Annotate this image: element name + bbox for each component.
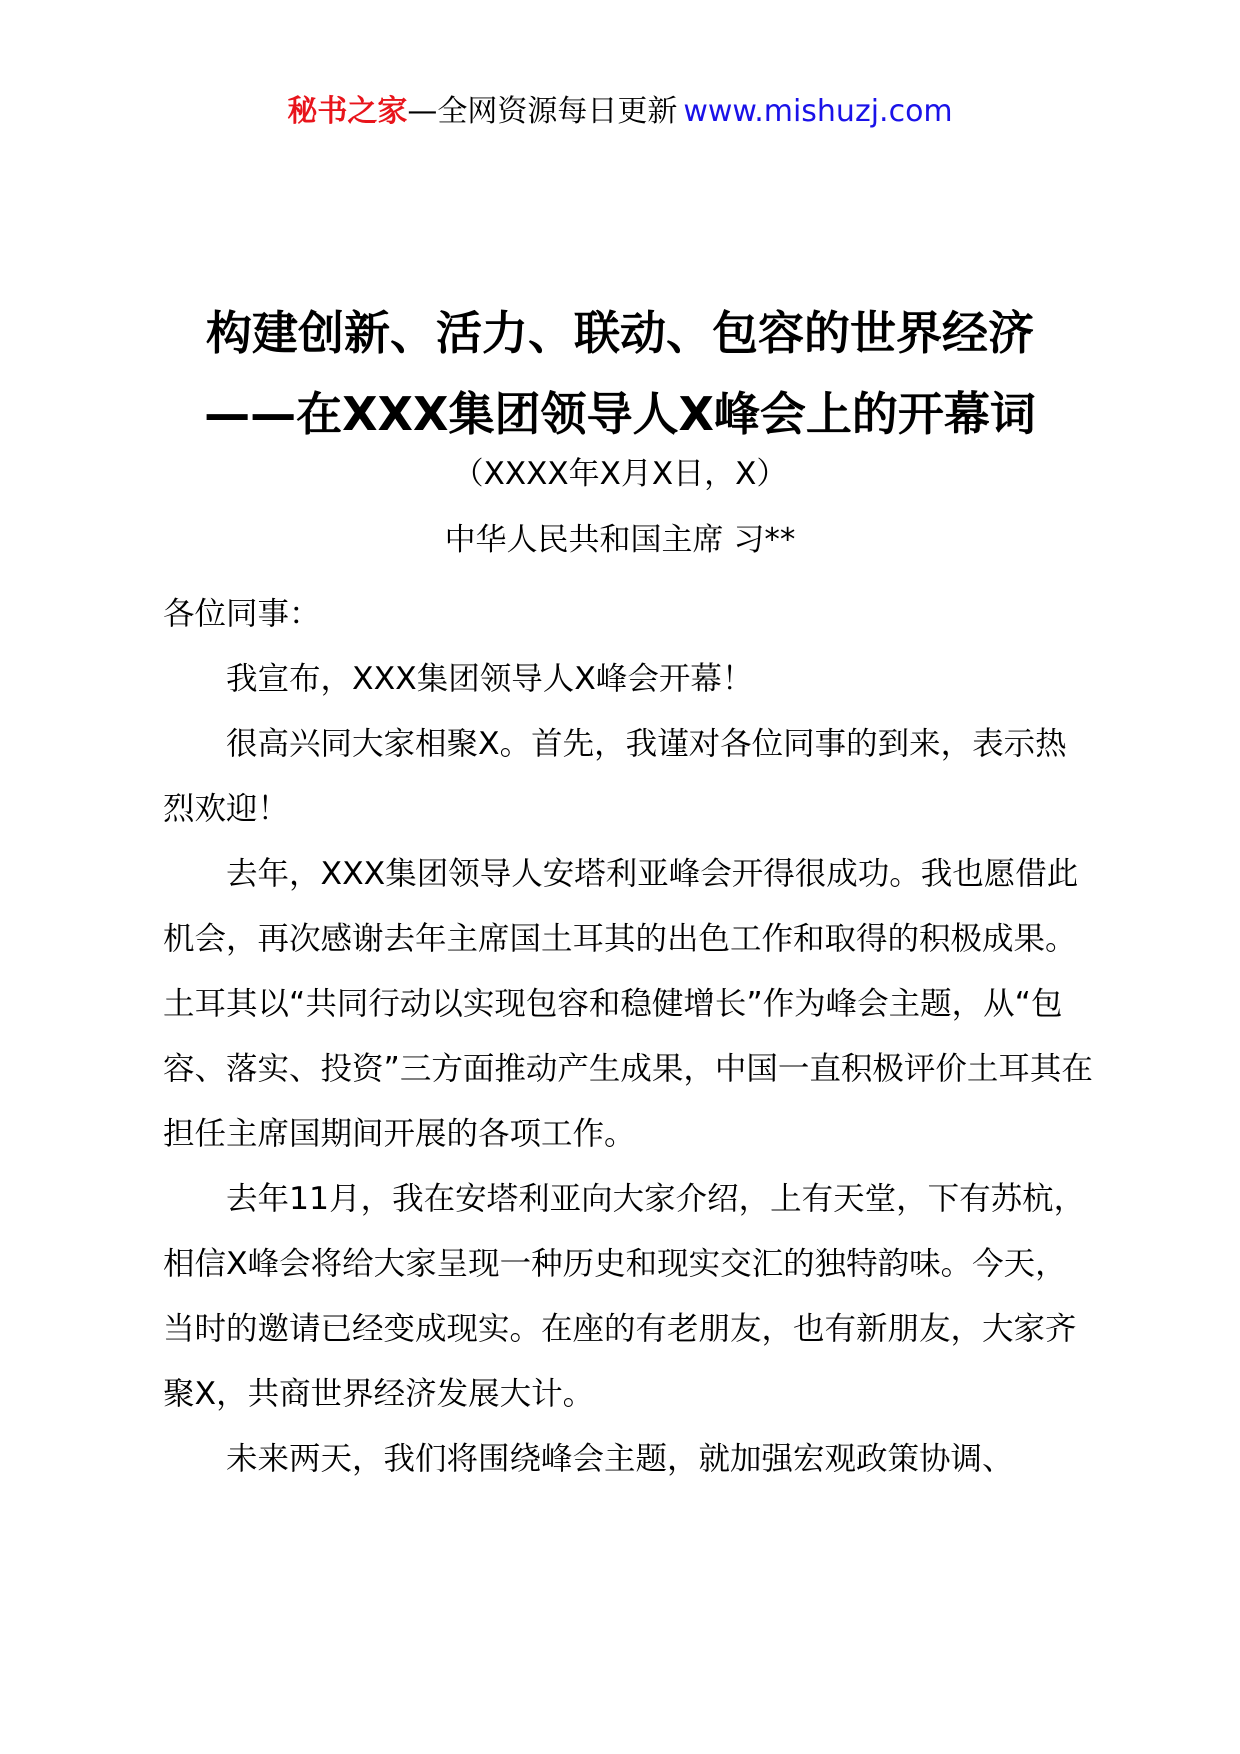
site-header (0, 92, 1240, 132)
document-date: （XXXX年X月X日，X） (452, 456, 788, 492)
site-brand: 秘书之家 (287, 94, 408, 129)
paragraph: 我宣布，XXX集团领导人X峰会开幕！ (226, 661, 754, 697)
site-tagline: —全网资源每日更新 (407, 94, 678, 129)
document-subtitle: ——在XXX集团领导人X峰会上的开幕词 (204, 387, 1036, 441)
salutation: 各位同事： (163, 596, 321, 632)
paragraph: 很高兴同大家相聚X。首先，我谨对各位同事的到来，表示热烈欢迎！ (163, 726, 1067, 827)
document-body (163, 582, 1093, 1492)
paragraph: 未来两天，我们将围绕峰会主题，就加强宏观政策协调、 (226, 1441, 1014, 1477)
document-title: 构建创新、活力、联动、包容的世界经济 (206, 306, 1034, 360)
document-speaker: 中华人民共和国主席 习** (444, 522, 796, 558)
paragraph: 去年，XXX集团领导人安塔利亚峰会开得很成功。我也愿借此机会，再次感谢去年主席国土耳其的出色工作和取得的积极成果。土耳其以“共同行动以实现包容和稳健增长”作为峰会主题，从“包容、落实、投资”三方面推动产生成果，中国一直积极评价土耳其在担任主席国期间开展的各项工作。 (163, 856, 1093, 1152)
paragraph: 去年11月，我在安塔利亚向大家介绍，上有天堂，下有苏杭，相信X峰会将给大家呈现一种历史和现实交汇的独特韵味。今天，当时的邀请已经变成现实。在座的有老朋友，也有新朋友，大家齐聚X，共商世界经济发展大计。 (163, 1181, 1086, 1412)
site-url-link[interactable]: www.mishuzj.com (683, 94, 953, 129)
